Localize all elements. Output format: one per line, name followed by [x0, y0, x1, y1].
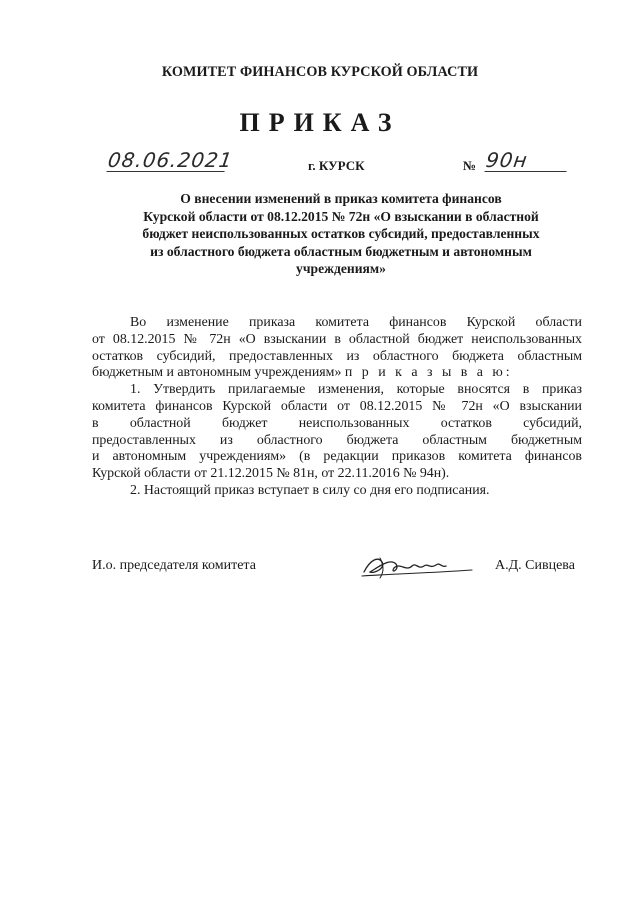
committee-heading: КОМИТЕТ ФИНАНСОВ КУРСКОЙ ОБЛАСТИ [161, 64, 479, 80]
item2-line: 2. Настоящий приказ вступает в силу со дня его подписания. [130, 482, 490, 498]
item1-line: комитета финансов Курской области от 08.12.2015 № 72н «О взыскании [92, 398, 582, 414]
order-date: 08.06.2021 [106, 148, 235, 172]
preamble-line-start: бюджетным и автономным учреждениям» [92, 365, 342, 381]
signature-block [0, 552, 640, 592]
item1-line: и автономным учреждениям» (в редакции приказов комитета финансов [92, 449, 582, 465]
subject-line: Курской области от 08.12.2015 № 72н «О взыскании в областной [143, 208, 539, 224]
preamble-line: остатков субсидий, предоставленных из областного бюджета областным [92, 348, 582, 364]
item1-line: 1. Утвердить прилагаемые изменения, которые вносятся в приказ [130, 382, 582, 398]
order-subject [110, 190, 572, 278]
preamble-line: Во изменение приказа комитета финансов Курской области [130, 315, 582, 330]
order-number: 90н [484, 150, 569, 172]
handwritten-signature [360, 552, 475, 582]
preamble-last-line [92, 365, 582, 382]
order-title: ПРИКАЗ [239, 108, 401, 137]
order-number-sign: № [463, 158, 477, 173]
order-city: г. КУРСК [308, 158, 365, 173]
item1-line: Курской области от 21.12.2015 № 81н, от 22.11.2016 № 94н). [92, 466, 450, 482]
order-word: п р и к а з ы в а ю: [344, 365, 513, 381]
order-meta-row [0, 148, 640, 178]
subject-line: О внесении изменений в приказ комитета финансов [180, 191, 502, 206]
item1-line: в областной бюджет неиспользованных остатков субсидий, [92, 415, 582, 431]
subject-line: из областного бюджета областным бюджетным и автономным [150, 243, 532, 259]
signatory-position: И.о. председателя комитета [92, 558, 256, 573]
preamble-line: от 08.12.2015 № 72н «О взыскании в областной бюджет неиспользованных [92, 331, 582, 347]
subject-line: бюджет неиспользованных остатков субсидий, предоставленных [142, 226, 540, 241]
order-body [92, 315, 582, 500]
signatory-name: А.Д. Сивцева [495, 558, 575, 573]
item1-line: предоставленных из областного бюджета областным бюджетным [92, 432, 582, 448]
subject-line: учреждениям» [296, 261, 386, 276]
